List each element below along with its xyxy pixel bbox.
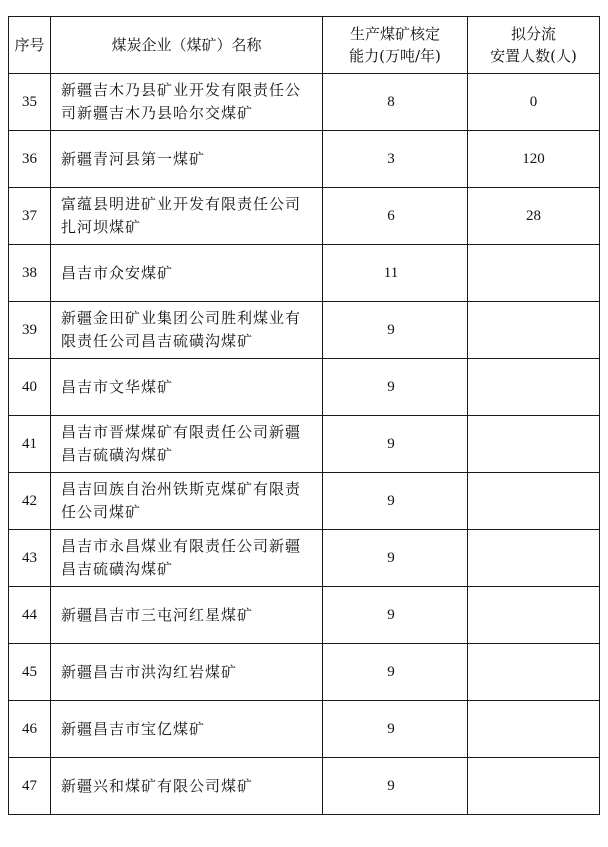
table-row xyxy=(9,74,600,131)
row-people xyxy=(468,587,600,644)
header-capacity xyxy=(323,17,468,74)
header-capacity-line1: 生产煤矿核定 xyxy=(349,25,440,43)
header-people-line2: 安置人数(人) xyxy=(490,47,577,65)
header-no: 序号 xyxy=(9,17,51,74)
row-no: 39 xyxy=(9,302,51,359)
row-no: 46 xyxy=(9,701,51,758)
row-people xyxy=(468,473,600,530)
table-row xyxy=(9,473,600,530)
table-row xyxy=(9,701,600,758)
row-people xyxy=(468,302,600,359)
row-no: 41 xyxy=(9,416,51,473)
row-enterprise-name: 新疆昌吉市宝亿煤矿 xyxy=(51,701,323,758)
row-people xyxy=(468,359,600,416)
row-people: 0 xyxy=(468,74,600,131)
header-enterprise-name: 煤炭企业（煤矿）名称 xyxy=(51,17,323,74)
row-people: 120 xyxy=(468,131,600,188)
row-no: 43 xyxy=(9,530,51,587)
row-no: 44 xyxy=(9,587,51,644)
row-people xyxy=(468,758,600,815)
header-people-line1: 拟分流 xyxy=(510,25,556,43)
row-no: 45 xyxy=(9,644,51,701)
row-capacity: 3 xyxy=(323,131,468,188)
row-capacity: 11 xyxy=(323,245,468,302)
row-capacity: 9 xyxy=(323,701,468,758)
table-row xyxy=(9,302,600,359)
row-enterprise-name: 新疆青河县第一煤矿 xyxy=(51,131,323,188)
row-capacity: 9 xyxy=(323,359,468,416)
row-capacity: 9 xyxy=(323,587,468,644)
header-capacity-line2: 能力(万吨/年) xyxy=(349,47,441,65)
row-capacity: 9 xyxy=(323,473,468,530)
row-enterprise-name: 昌吉市文华煤矿 xyxy=(51,359,323,416)
table-row xyxy=(9,188,600,245)
row-enterprise-name: 新疆金田矿业集团公司胜利煤业有限责任公司昌吉硫磺沟煤矿 xyxy=(51,302,323,359)
row-enterprise-name: 昌吉市众安煤矿 xyxy=(51,245,323,302)
row-no: 38 xyxy=(9,245,51,302)
table-body xyxy=(9,74,600,815)
row-capacity: 8 xyxy=(323,74,468,131)
row-people: 28 xyxy=(468,188,600,245)
row-people xyxy=(468,530,600,587)
table-row xyxy=(9,758,600,815)
table-row xyxy=(9,530,600,587)
row-enterprise-name: 昌吉市晋煤煤矿有限责任公司新疆昌吉硫磺沟煤矿 xyxy=(51,416,323,473)
row-capacity: 9 xyxy=(323,302,468,359)
row-capacity: 9 xyxy=(323,530,468,587)
row-people xyxy=(468,701,600,758)
row-enterprise-name: 新疆昌吉市洪沟红岩煤矿 xyxy=(51,644,323,701)
row-no: 35 xyxy=(9,74,51,131)
row-no: 36 xyxy=(9,131,51,188)
row-people xyxy=(468,245,600,302)
row-no: 37 xyxy=(9,188,51,245)
table-row xyxy=(9,131,600,188)
row-enterprise-name: 昌吉市永昌煤业有限责任公司新疆昌吉硫磺沟煤矿 xyxy=(51,530,323,587)
table-row xyxy=(9,245,600,302)
row-capacity: 9 xyxy=(323,416,468,473)
header-row xyxy=(9,17,600,74)
coal-mine-table xyxy=(8,16,600,815)
row-no: 47 xyxy=(9,758,51,815)
row-people xyxy=(468,416,600,473)
row-capacity: 6 xyxy=(323,188,468,245)
row-enterprise-name: 富蕴县明进矿业开发有限责任公司扎河坝煤矿 xyxy=(51,188,323,245)
table-row xyxy=(9,359,600,416)
header-people xyxy=(468,17,600,74)
row-capacity: 9 xyxy=(323,644,468,701)
table-row xyxy=(9,587,600,644)
row-no: 40 xyxy=(9,359,51,416)
row-no: 42 xyxy=(9,473,51,530)
row-enterprise-name: 昌吉回族自治州铁斯克煤矿有限责任公司煤矿 xyxy=(51,473,323,530)
row-people xyxy=(468,644,600,701)
table-row xyxy=(9,644,600,701)
row-enterprise-name: 新疆兴和煤矿有限公司煤矿 xyxy=(51,758,323,815)
table-header xyxy=(9,17,600,74)
row-capacity: 9 xyxy=(323,758,468,815)
table-row xyxy=(9,416,600,473)
row-enterprise-name: 新疆吉木乃县矿业开发有限责任公司新疆吉木乃县哈尔交煤矿 xyxy=(51,74,323,131)
row-enterprise-name: 新疆昌吉市三屯河红星煤矿 xyxy=(51,587,323,644)
